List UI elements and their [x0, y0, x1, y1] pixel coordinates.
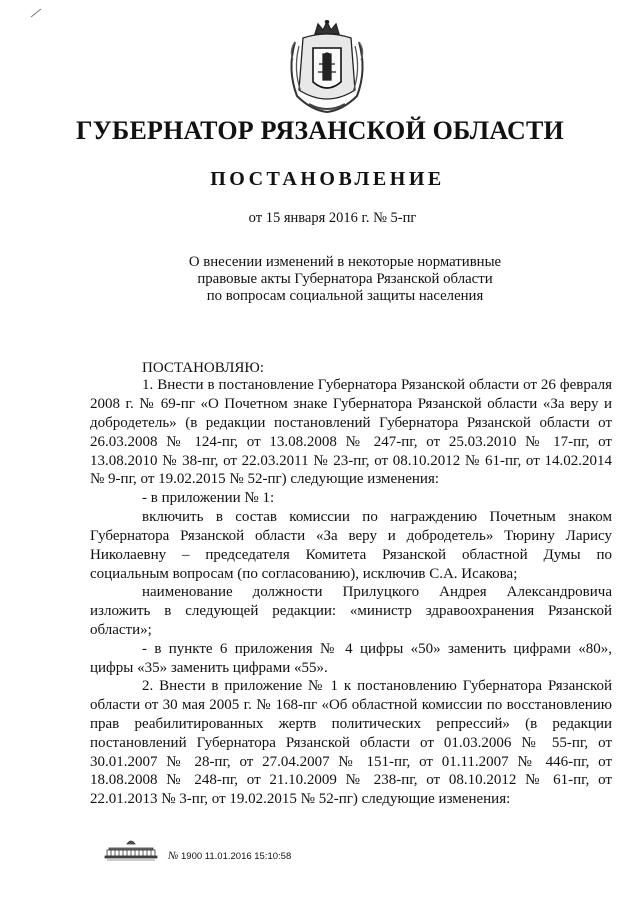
position-rename-line: изложить в следующей редакции: «министр здравоохранения Рязанской: [90, 603, 612, 619]
coat-of-arms-icon: [285, 20, 369, 116]
paragraph-1-line: № 9-пг, от 19.02.2015 № 52-пг) следующие изменения:: [90, 471, 440, 487]
paragraph-1-line: 2008 г. № 69-пг «О Почетном знаке Губернатора Рязанской области «За веру и: [90, 396, 612, 412]
position-rename-line: области»;: [90, 622, 152, 638]
paragraph-2-line: 30.01.2007 № 28-пг, от 27.04.2007 № 151-пг, от 01.11.2007 № 446-пг, от: [90, 754, 612, 770]
paragraph-1-line: 13.08.2010 № 38-пг, от 22.03.2011 № 23-пг, от 08.10.2012 № 61-пг, от 14.02.2014: [90, 453, 612, 469]
paragraph-1-line: 26.03.2008 № 124-пг, от 13.08.2008 № 247-пг, от 25.03.2010 № 17-пг, от: [90, 434, 612, 450]
appendix-4-item: - в пункте 6 приложения № 4 цифры «50» заменить цифрами «80»,: [142, 641, 612, 657]
paragraph-2-line: 22.01.2013 № 3-пг, от 19.02.2015 № 52-пг) следующие изменения:: [90, 791, 511, 807]
registration-number-datetime: 1900 11.01.2016 15:10:58: [181, 851, 292, 862]
include-member-line: Николаевну – председателя Комитета Рязанской областной Думы по: [90, 547, 612, 563]
include-member-line: социальным вопросам (по согласованию), исключив С.А. Исакова;: [90, 566, 518, 582]
paragraph-2-line: 2. Внести в приложение № 1 к постановлению Губернатора Рязанской: [142, 678, 612, 694]
paragraph-1-line: добродетель» (в редакции постановлений Губернатора Рязанской области от: [90, 415, 612, 431]
registration-stamp: [168, 850, 291, 862]
appendix-4-item: цифры «35» заменить цифрами «55».: [90, 660, 328, 676]
document-type-heading: ПОСТАНОВЛЕНИЕ: [210, 168, 445, 190]
decree-word: ПОСТАНОВЛЯЮ:: [142, 360, 264, 376]
paragraph-2-line: постановлений Губернатора Рязанской области от 01.03.2006 № 55-пг, от: [90, 735, 612, 751]
subject-line: правовые акты Губернатора Рязанской области: [197, 271, 493, 287]
appendix-1-item: - в приложении № 1:: [142, 490, 275, 506]
paragraph-2-line: прав реабилитированных жертв политических репрессий» (в редакции: [90, 716, 612, 732]
government-building-icon: [103, 838, 159, 862]
paragraph-2-line: 18.08.2008 № 248-пг, от 21.10.2009 № 238-пг, от 08.10.2012 № 61-пг, от: [90, 772, 612, 788]
document-date-number: от 15 января 2016 г. № 5-пг: [248, 210, 417, 226]
subject-line: О внесении изменений в некоторые нормативные: [188, 254, 502, 270]
issuing-authority-title: ГУБЕРНАТОР РЯЗАНСКОЙ ОБЛАСТИ: [76, 116, 564, 145]
paragraph-1-line: 1. Внести в постановление Губернатора Рязанской области от 26 февраля: [142, 377, 612, 393]
pen-mark-icon: [30, 8, 42, 18]
number-sign: №: [168, 850, 179, 862]
include-member-line: включить в состав комиссии по награждению Почетным знаком: [142, 509, 612, 525]
document-subject: [150, 254, 540, 305]
paragraph-2-line: области от 30 мая 2005 г. № 168-пг «Об областной комиссии по восстановлению: [90, 697, 612, 713]
include-member-line: Губернатора Рязанской области «За веру и добродетель» Тюрину Ларису: [90, 528, 612, 544]
subject-line: по вопросам социальной защиты населения: [206, 288, 484, 304]
position-rename-line: наименование должности Прилуцкого Андрея Александровича: [142, 584, 612, 600]
